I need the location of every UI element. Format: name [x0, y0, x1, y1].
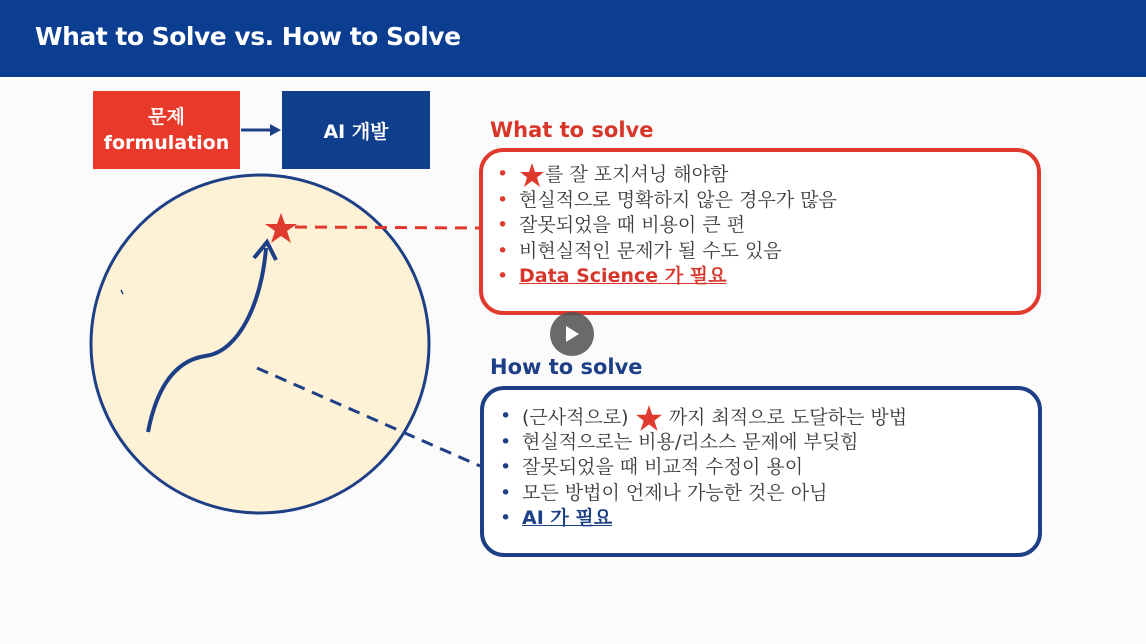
star-icon — [519, 162, 545, 188]
problem-label-line1: 문제 — [148, 106, 185, 128]
play-icon — [564, 325, 580, 343]
how-item-1-suffix: 까지 최적으로 도달하는 방법 — [668, 406, 908, 429]
solution-space-circle — [91, 175, 429, 513]
how-item-5 — [496, 506, 907, 532]
what-to-solve-list — [493, 162, 837, 290]
play-button[interactable] — [550, 312, 594, 356]
how-item-3: • 잘못되었을 때 비교적 수정이 용이 — [496, 455, 907, 481]
ai-development-label: AI 개발 — [323, 120, 389, 143]
ai-emphasis: AI 가 필요 — [522, 507, 613, 529]
how-to-solve-title: How to solve — [490, 355, 643, 379]
star-icon — [635, 404, 663, 432]
how-item-2: • 현실적으로는 비용/리소스 문제에 부딪힘 — [496, 430, 907, 456]
data-science-emphasis: Data Science 가 필요 — [519, 265, 727, 287]
what-item-5 — [493, 264, 837, 290]
what-item-1 — [493, 162, 837, 188]
flow-arrow-icon — [241, 124, 281, 136]
what-item-3: • 잘못되었을 때 비용이 큰 편 — [493, 213, 837, 239]
slide-title: What to Solve vs. How to Solve — [35, 22, 461, 51]
how-item-4: • 모든 방법이 언제나 가능한 것은 아님 — [496, 481, 907, 507]
how-item-1 — [496, 404, 907, 430]
how-item-1-prefix: (근사적으로) — [522, 406, 629, 429]
what-connector-line — [295, 227, 480, 228]
what-to-solve-title: What to solve — [490, 118, 654, 142]
problem-label-line2: formulation — [103, 132, 230, 154]
what-item-2: • 현실적으로 명확하지 않은 경우가 많음 — [493, 188, 837, 214]
how-to-solve-list — [496, 404, 907, 532]
what-to-solve-panel — [479, 148, 1041, 315]
what-item-1-text: 를 잘 포지셔닝 해야함 — [545, 163, 729, 186]
what-item-4: • 비현실적인 문제가 될 수도 있음 — [493, 239, 837, 265]
how-to-solve-panel — [480, 386, 1042, 557]
